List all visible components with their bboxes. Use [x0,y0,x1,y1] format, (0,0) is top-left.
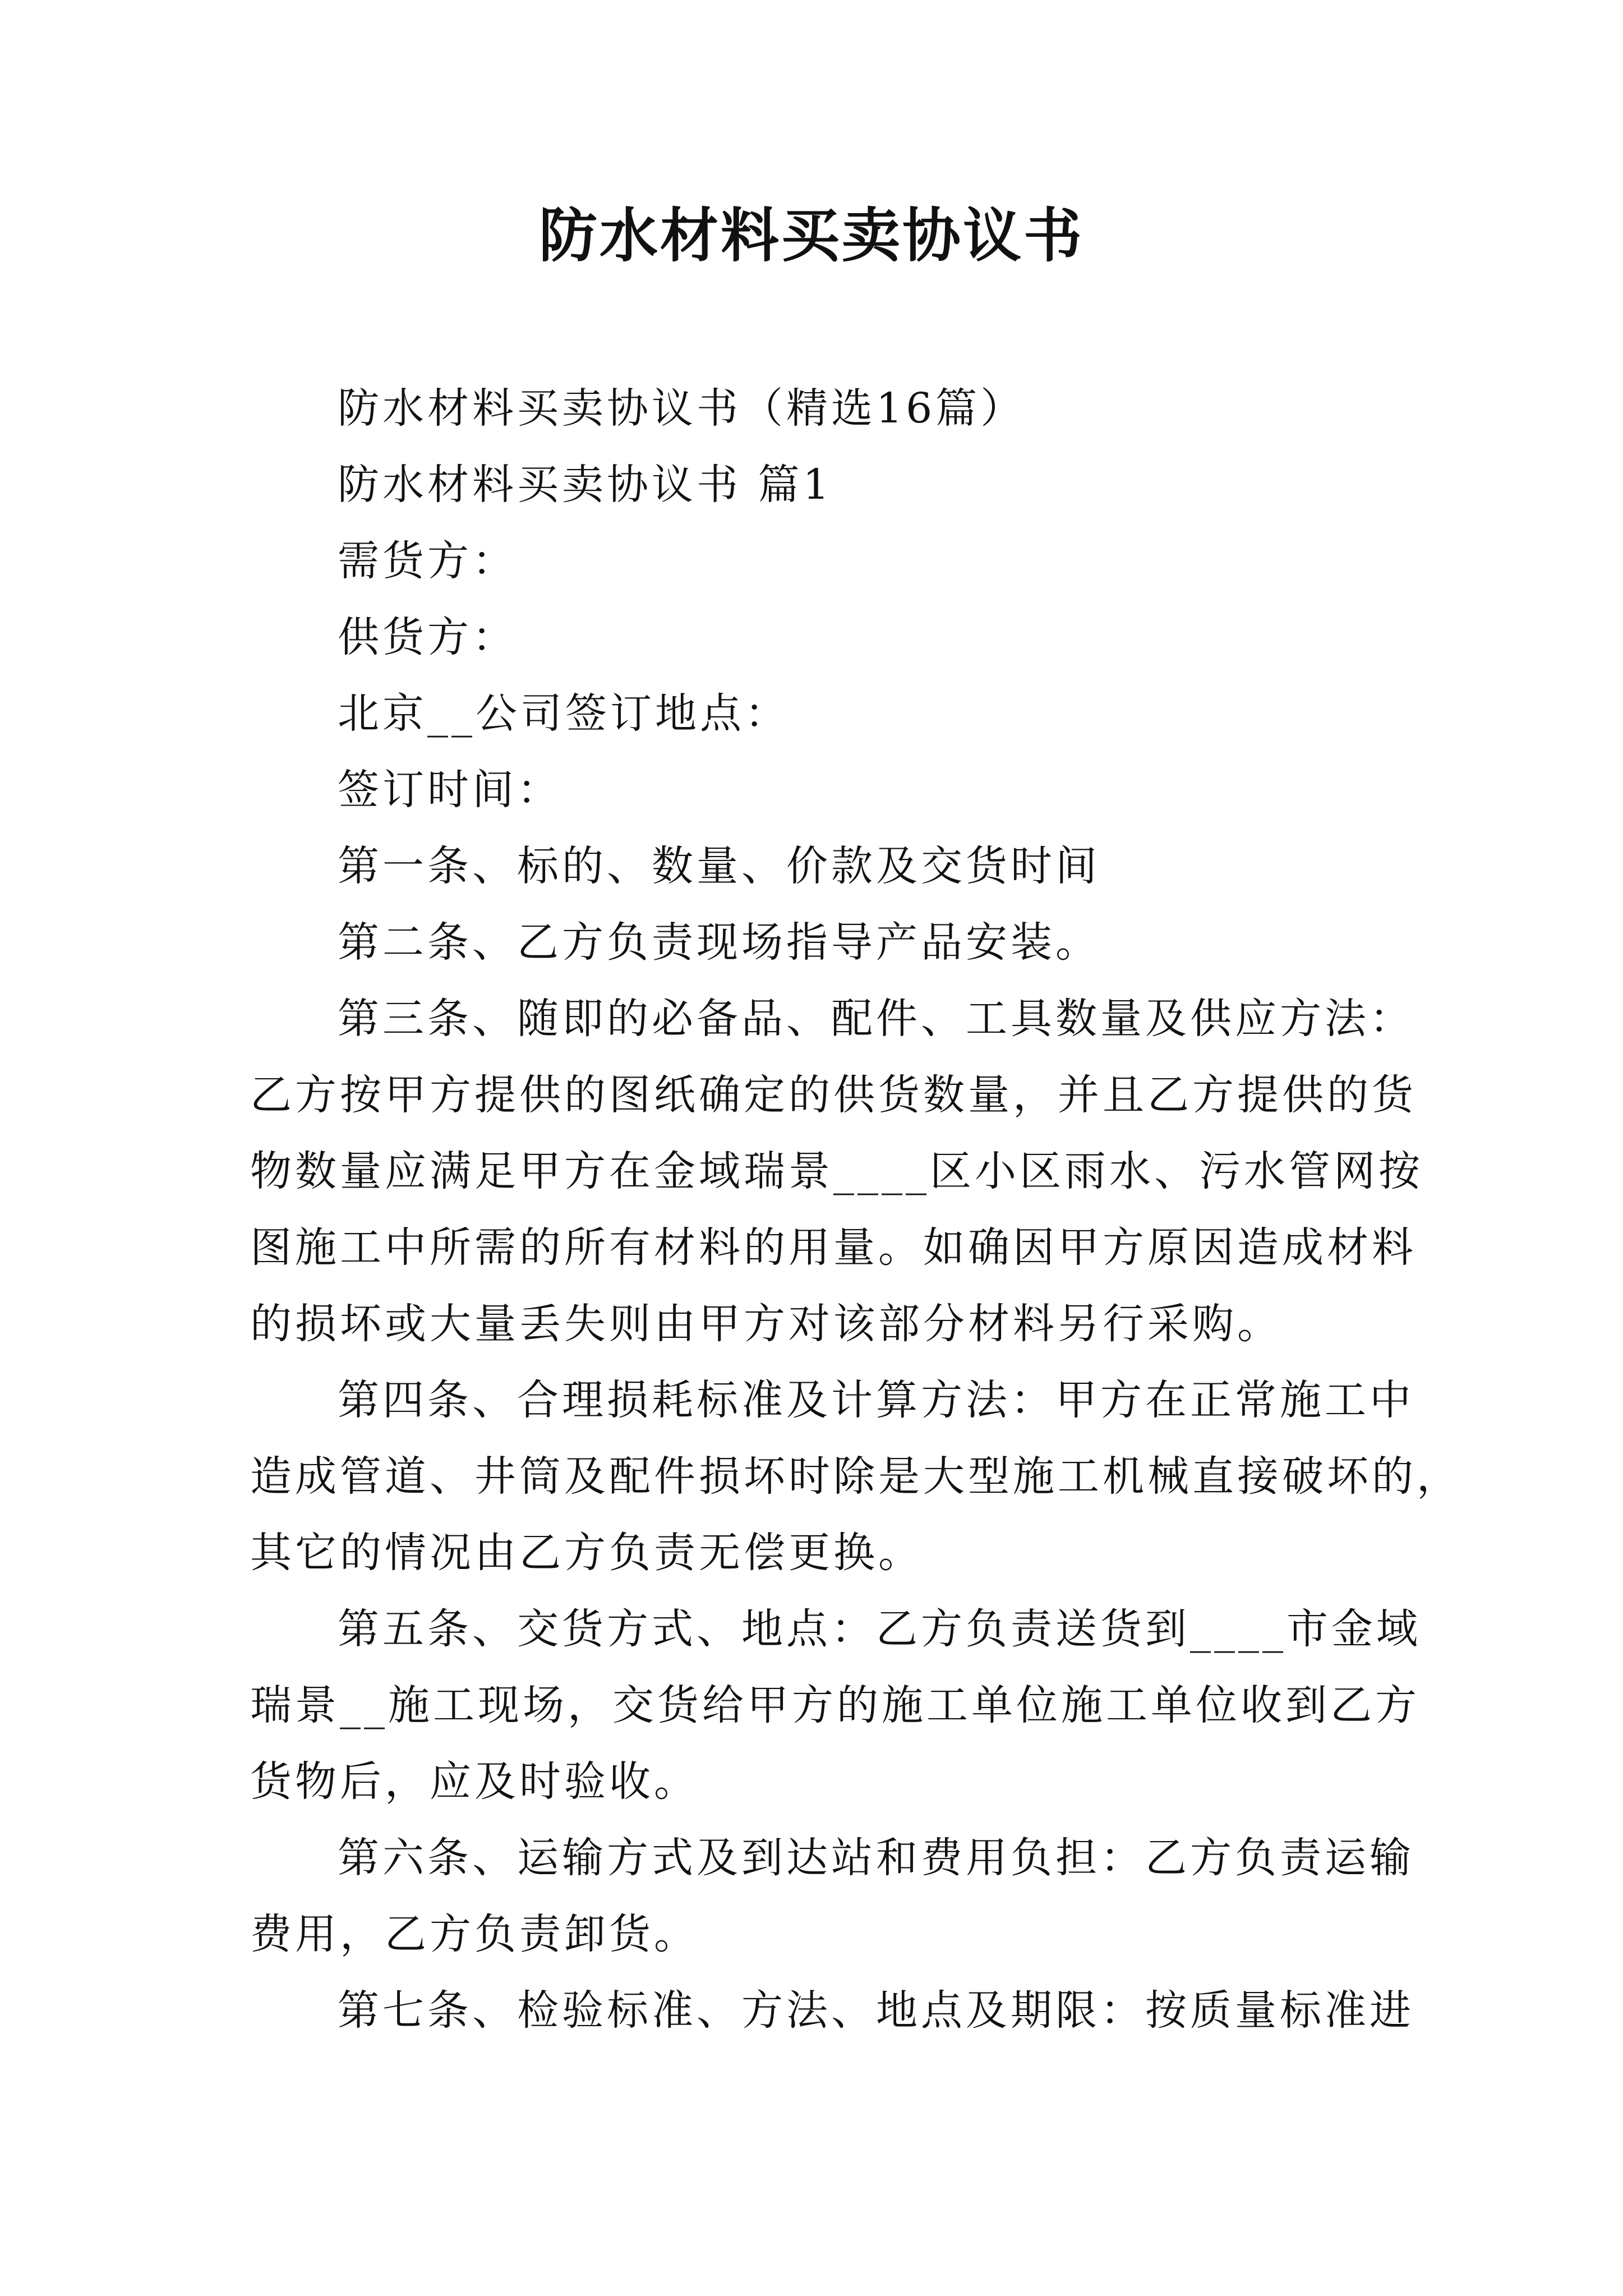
body-line: 第五条、交货方式、地点：乙方负责送货到____市金域 [338,1605,1421,1653]
body-line: 的损坏或大量丢失则由甲方对该部分材料另行采购。 [250,1300,1282,1348]
body-line: 第六条、运输方式及到达站和费用负担：乙方负责运输 [338,1834,1414,1882]
body-line: 第七条、检验标准、方法、地点及期限：按质量标准进 [338,1986,1414,2035]
body-line: 防水材料买卖协议书 篇1 [338,461,833,509]
body-line: 北京__公司签订地点： [338,689,790,738]
body-line: 造成管道、井筒及配件损坏时除是大型施工机械直接破坏的， [250,1452,1461,1501]
body-line: 第一条、标的、数量、价款及交货时间 [338,842,1100,890]
body-line: 物数量应满足甲方在金域瑞景____区小区雨水、污水管网按 [250,1147,1423,1195]
body-line: 费用，乙方负责卸货。 [250,1910,699,1958]
body-line: 第三条、随即的必备品、配件、工具数量及供应方法： [338,995,1414,1043]
body-line: 乙方按甲方提供的图纸确定的供货数量，并且乙方提供的货 [250,1071,1417,1119]
body-line: 第二条、乙方负责现场指导产品安装。 [338,918,1100,967]
body-line: 图施工中所需的所有材料的用量。如确因甲方原因造成材料 [250,1223,1417,1272]
body-line: 其它的情况由乙方负责无偿更换。 [250,1529,923,1577]
body-line: 需货方： [338,537,517,585]
document-body [250,370,1461,2049]
body-line: 防水材料买卖协议书（精选16篇） [338,384,1026,432]
body-line: 签订时间： [338,766,562,814]
document-title: 防水材料买卖协议书 [538,201,1084,270]
body-line: 瑞景__施工现场，交货给甲方的施工单位施工单位收到乙方 [250,1681,1420,1729]
body-line: 供货方： [338,613,517,661]
body-line: 第四条、合理损耗标准及计算方法：甲方在正常施工中 [338,1376,1414,1424]
body-line: 货物后，应及时验收。 [250,1757,699,1806]
